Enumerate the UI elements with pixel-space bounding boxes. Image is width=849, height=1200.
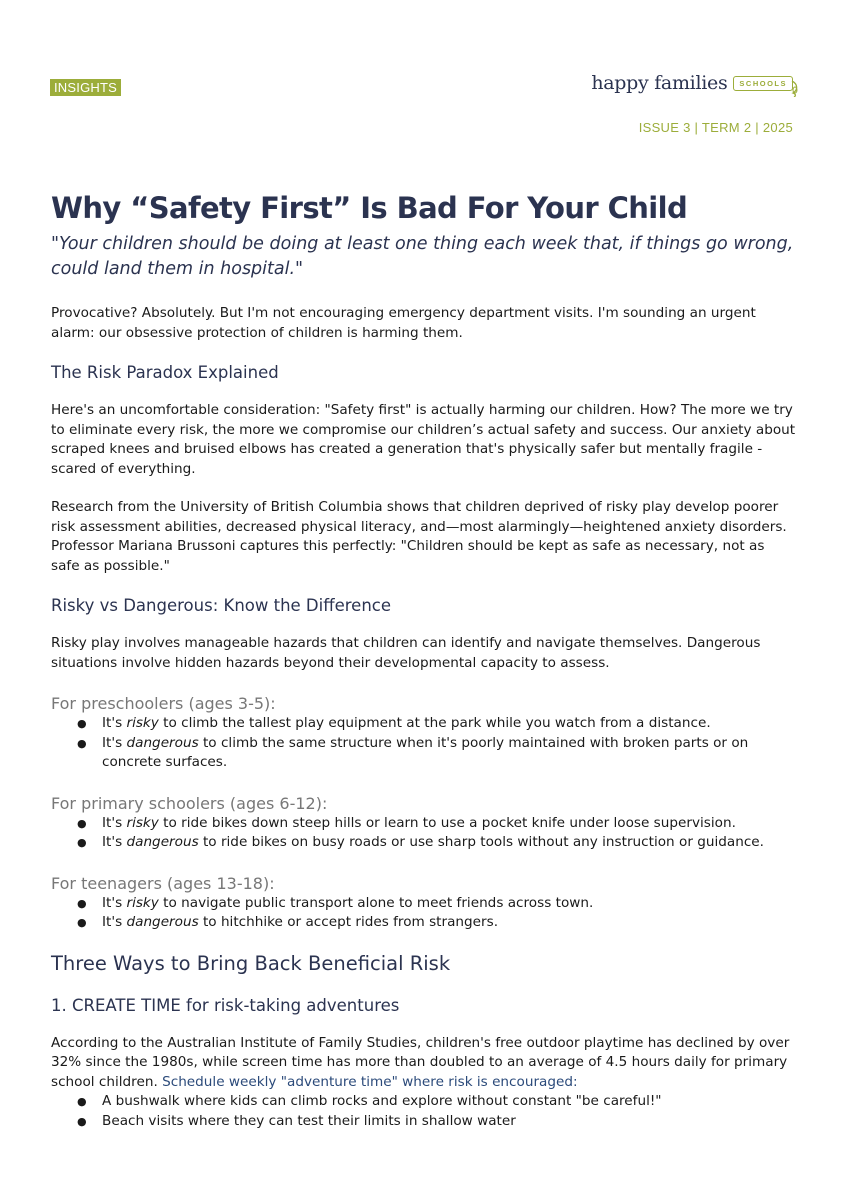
preschoolers-list [51, 714, 797, 773]
article-title: Why “Safety First” Is Bad For Your Child [51, 191, 688, 225]
adventure-list [51, 1092, 797, 1131]
list-item: ● It's risky to navigate public transport alone to meet friends across town. [102, 894, 797, 914]
logo-text: happy families [591, 72, 728, 94]
section-heading-risky-vs-dangerous: Risky vs Dangerous: Know the Difference [51, 596, 391, 615]
highlight-text: Schedule weekly "adventure time" where risk is encouraged: [162, 1073, 578, 1090]
section-heading-three-ways: Three Ways to Bring Back Beneficial Risk [51, 951, 451, 975]
list-item: ● It's dangerous to ride bikes on busy roads or use sharp tools without any instruction or guidance. [102, 833, 797, 853]
logo-badge-text: SCHOOLS [739, 78, 787, 88]
list-item: ● It's risky to climb the tallest play equipment at the park while you watch from a distance. [102, 714, 797, 734]
issue-info: ISSUE 3 | TERM 2 | 2025 [638, 120, 793, 135]
age-group-preschoolers: For preschoolers (ages 3-5): [51, 694, 276, 713]
paragraph-risky-vs-dangerous: Risky play involves manageable hazards that children can identify and navigate themselves. Dangerous situations involve hidden hazards beyond their developmental capacity to assess. [51, 635, 761, 671]
age-group-primary: For primary schoolers (ages 6-12): [51, 793, 328, 813]
age-group-teenagers: For teenagers (ages 13-18): [51, 873, 275, 893]
paragraph-risk-paradox-2: Research from the University of British Columbia shows that children deprived of risky play develop poorer risk assessment abilities, decreased physical literacy, and—most alarmingly—heightened anxiety disorders. Professor Mariana Brussoni captures this perfectly: "Children should be kept as safe as necessary, not as safe as possible." [51, 499, 787, 574]
section-heading-risk-paradox: The Risk Paradox Explained [51, 363, 279, 382]
leaf-icon [790, 81, 800, 97]
subheading-create-time: 1. CREATE TIME for risk-taking adventures [51, 995, 400, 1015]
logo-badge [733, 76, 793, 91]
list-item: ● It's dangerous to hitchhike or accept rides from strangers. [102, 913, 797, 933]
list-item: ● Beach visits where they can test their limits in shallow water [102, 1112, 797, 1132]
teenagers-list [51, 894, 797, 933]
happy-families-logo [591, 72, 793, 94]
paragraph-create-time: According to the Australian Institute of Family Studies, children's free outdoor playtime has declined by over 32% since the 1980s, while screen time has more than doubled to an average of 4.5 hours daily for primary school children. Schedule weekly "adventure time" where risk is encouraged: [51, 1034, 790, 1090]
intro-paragraph: Provocative? Absolutely. But I'm not encouraging emergency department visits. I'm sounding an urgent alarm: our obsessive protection of children is harming them. [51, 305, 756, 341]
list-item: ● It's dangerous to climb the same structure when it's poorly maintained with broken parts or on concrete surfaces. [102, 734, 797, 773]
list-item: ● A bushwalk where kids can climb rocks and explore without constant "be careful!" [102, 1092, 797, 1112]
article [51, 188, 797, 1131]
insights-tag: INSIGHTS [50, 79, 121, 96]
primary-list [51, 814, 797, 853]
pull-quote: "Your children should be doing at least one thing each week that, if things go wrong, could land them in hospital." [51, 234, 794, 279]
list-item: ● It's risky to ride bikes down steep hills or learn to use a pocket knife under loose supervision. [102, 814, 797, 834]
paragraph-risk-paradox-1: Here's an uncomfortable consideration: "Safety first" is actually harming our children. How? The more we try to eliminate every risk, the more we compromise our children’s actual safety and success. Our anxiety about scraped knees and bruised elbows has created a generation that's physically safer but mentally fragile - scared of everything. [51, 402, 796, 477]
